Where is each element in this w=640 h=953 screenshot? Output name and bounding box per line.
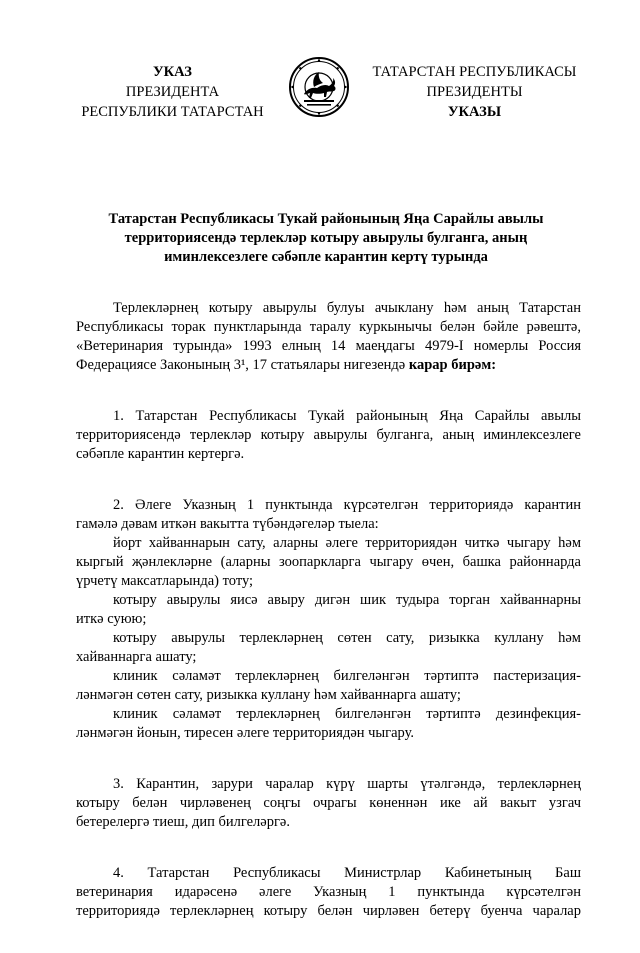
preamble-line: Терлекләрнең котыру авырулы булуы ачыклану һәм аның Татарстан: [113, 300, 581, 316]
item-3-line: бетерелергә тиеш, дип билгеләргә.: [76, 814, 290, 830]
header-left-line: РЕСПУБЛИКИ ТАТАРСТАН: [81, 104, 264, 120]
title-line: территориясендә терлекләр котыру авырулы булганга, аның: [124, 230, 528, 246]
prohibition-line: йорт хайваннарын сату, аларны әлеге территориядән читкә чыгару һәм: [113, 535, 581, 551]
item-1-line: 1. Татарстан Республикасы Тукай районының Яңа Сарайлы авылы: [113, 408, 581, 424]
title-line: Татарстан Республикасы Тукай районының Яңа Сарайлы авылы: [108, 211, 544, 227]
header-left-line: ПРЕЗИДЕНТА: [125, 84, 220, 100]
item-3-line: котыру белән чирләвенең соңгы очрагы көненнән ике ай вакыт узгач: [76, 795, 581, 811]
item-3-line: 3. Карантин, зарури чаралар күрү шарты үтәлгәндә, терлекләрнең: [113, 776, 581, 792]
item-4-line: ветеринария идарәсенә әлеге Указның 1 пунктында күрсәтелгән: [76, 884, 581, 900]
preamble-paragraph: [76, 299, 581, 375]
item-1-line: сәбәпле карантин кертергә.: [76, 446, 245, 462]
prohibition-line: кыргый җәнлекләрне (аларны зоопаркларга чыгару өчен, башка районнарда: [76, 554, 581, 570]
header-right-line: ПРЕЗИДЕНТЫ: [426, 84, 523, 100]
preamble-line: «Ветеринария турында» 1993 елның 14 маеңдагы 4979-I номерлы Россия: [76, 338, 581, 354]
decision-phrase: карар бирәм:: [408, 357, 497, 373]
prohibition-line: клиник сәламәт терлекләрнең билгеләнгән тәртиптә дезинфекция-: [113, 706, 581, 722]
decree-body: [76, 299, 581, 953]
item-4-paragraph: [76, 864, 581, 921]
title-line: иминлексезлеге сәбәпле карантин кертү турында: [164, 249, 488, 265]
header-right-line: УКАЗЫ: [447, 104, 502, 120]
prohibition-line: котыру авырулы яисә авыру дигән шик тудыра торган хайваннарны: [113, 592, 581, 608]
item-1-line: территориясендә терлекләр котыру авырулы булганга, аның иминлексезлеге: [76, 427, 581, 443]
prohibition-line: ләнмәгән йонын, тиресен әлеге территориядән чыгару.: [76, 725, 415, 741]
item-3-paragraph: [76, 775, 581, 832]
prohibition-line: ләнмәгән сөтен сату, ризыкка куллану һәм хайваннарга ашату;: [76, 687, 461, 703]
preamble-line-text: Федерациясе Законының 3¹, 17 статьялары нигезендә: [76, 357, 406, 373]
preamble-line: [76, 356, 581, 375]
prohibition-line: иткә суюю;: [76, 611, 147, 627]
item-4-line: территориядә терлекләрнең котыру белән чирләвен бетерү буенча чаралар: [76, 903, 581, 919]
item-4-line: 4. Татарстан Республикасы Министрлар Кабинетының Баш: [113, 865, 581, 881]
decree-title: [76, 210, 576, 267]
header-right-line: ТАТАРСТАН РЕСПУБЛИКАСЫ: [372, 64, 577, 80]
prohibition-line: котыру авырулы терлекләрнең сөтен сату, ризыкка куллану һәм: [113, 630, 581, 646]
header-right-tatar: [362, 62, 587, 122]
coat-of-arms-icon: [288, 56, 350, 118]
item-2-line: гамәлә дәвам иткән вакытта түбәндәгеләр тыела:: [76, 516, 379, 532]
header-left-line: УКАЗ: [153, 64, 192, 80]
header-left-russian: [70, 62, 275, 122]
prohibition-line: клиник сәламәт терлекләрнең билгеләнгән тәртиптә пастеризация-: [113, 668, 581, 684]
item-2-paragraph: [76, 496, 581, 743]
preamble-line: Республикасы торак пунктларында таралу куркынычы белән бәйле рәвештә,: [76, 319, 581, 335]
item-2-line: 2. Әлеге Указның 1 пунктында күрсәтелгән территориядә карантин: [113, 497, 581, 513]
prohibition-line: хайваннарга ашату;: [76, 649, 197, 665]
prohibition-line: үрчетү максатларында) тоту;: [76, 573, 254, 589]
item-1-paragraph: [76, 407, 581, 464]
